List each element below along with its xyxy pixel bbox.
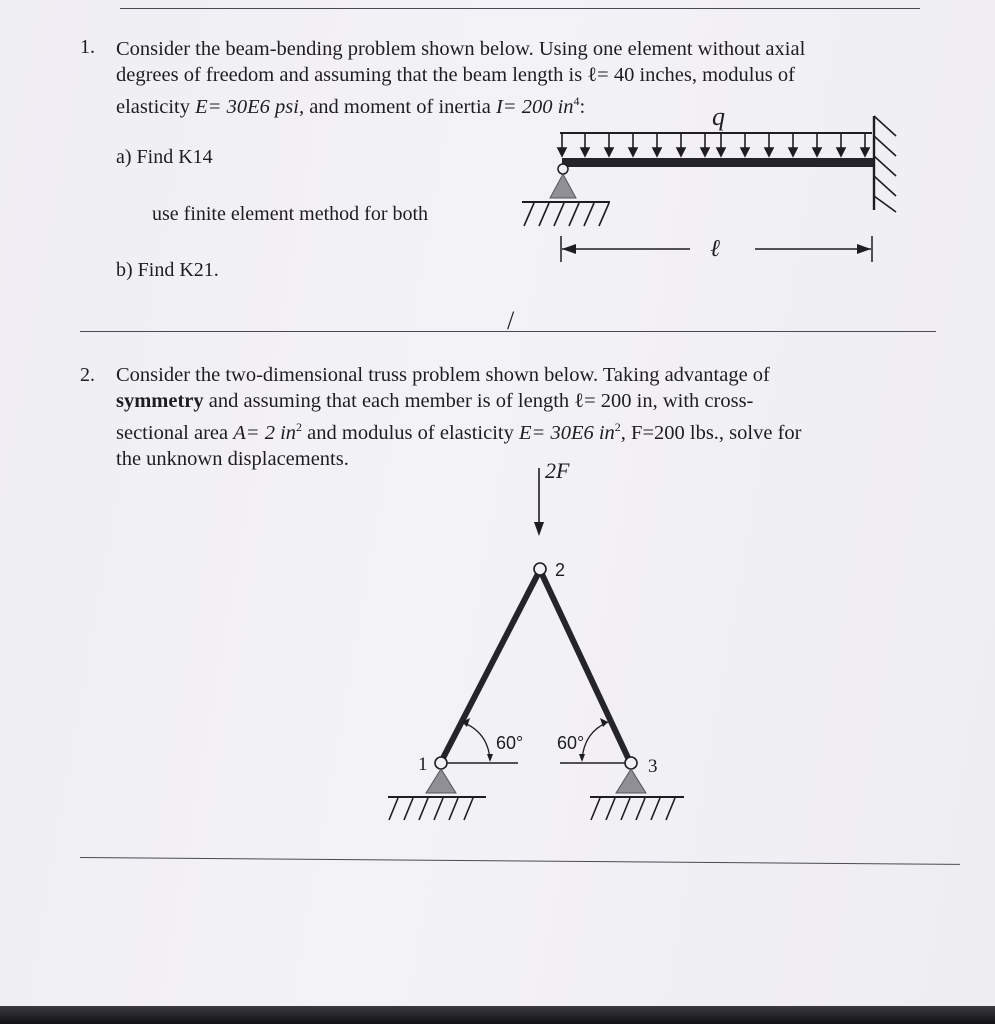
left-ground-hatch xyxy=(389,798,473,820)
node-3-label: 3 xyxy=(648,756,658,777)
right-ground-hatch xyxy=(591,798,675,820)
node-1-joint xyxy=(435,757,447,769)
right-angle-label: 60° xyxy=(557,733,585,753)
node-3-joint xyxy=(625,757,637,769)
q1-line3: elasticity E= 30E6 psi, and moment of inertia I= 200 $in^4$: xyxy=(116,94,586,118)
node-2-joint xyxy=(534,563,546,575)
q2-line3: sectional area A= 2 $in^2$ and modulus of elasticity E= 30E6 $in^2$, F=200 lbs., solve for xyxy=(116,420,802,444)
left-angle-label: 60° xyxy=(496,733,524,753)
force-arrow-head xyxy=(534,522,544,536)
right-angle-arc xyxy=(582,722,608,760)
left-support-triangle xyxy=(426,769,456,793)
node-2-label: 2 xyxy=(555,560,566,580)
length-label: ℓ xyxy=(710,236,720,262)
q1-note: use finite element method for both xyxy=(152,203,429,225)
load-label: q xyxy=(712,102,725,131)
q1-number: 1. xyxy=(80,36,95,58)
right-support-triangle xyxy=(616,769,646,793)
truss-member-right xyxy=(540,570,630,762)
q1-part-b: b) Find K21. xyxy=(116,259,219,281)
node-1-label: 1 xyxy=(418,754,428,775)
q2-number: 2. xyxy=(80,364,95,386)
q1-line1: Consider the beam-bending problem shown below. Using one element without axial xyxy=(116,38,806,60)
q2-line2: symmetry and assuming that each member is of length ℓ= 200 in, with cross- xyxy=(116,390,754,412)
force-label: 2F xyxy=(545,458,570,483)
q1-part-a: a) Find K14 xyxy=(116,146,213,168)
truss-member-left xyxy=(441,570,540,762)
divider-mark: / xyxy=(507,306,515,335)
q2-line1: Consider the two-dimensional truss problem shown below. Taking advantage of xyxy=(116,364,770,386)
q1-line2: degrees of freedom and assuming that the beam length is ℓ= 40 inches, modulus of xyxy=(116,64,795,86)
left-angle-arc xyxy=(462,722,490,760)
q2-line4: the unknown displacements. xyxy=(116,447,349,470)
